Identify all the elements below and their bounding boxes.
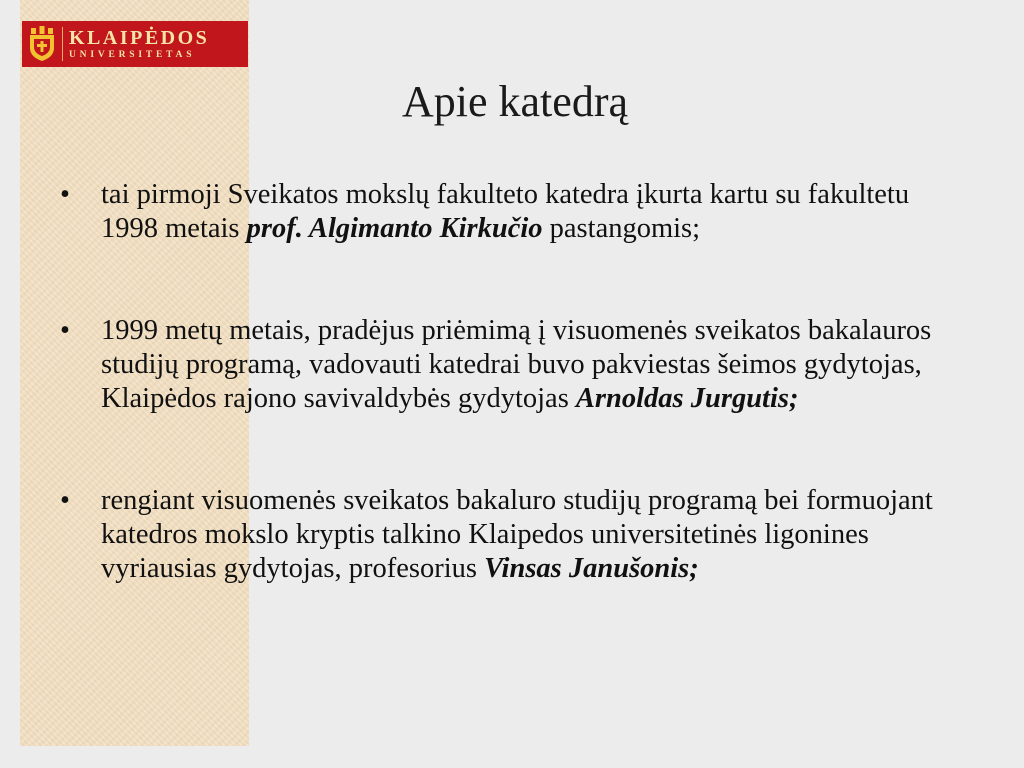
bullet-list xyxy=(60,178,960,654)
logo-name: KLAIPĖDOS xyxy=(69,26,210,49)
university-logo xyxy=(22,21,248,67)
bullet-text: 1999 metų metais, pradėjus priėmimą į visuomenės sveikatos bakalauros studijų programą, vadovauti katedrai buvo pakviestas šeimos gydytojas, Klaipėdos rajono savivaldybės gydytojas xyxy=(101,315,932,414)
logo-text xyxy=(69,28,209,61)
bullet-item xyxy=(60,178,960,246)
bullet-text-end: pastangomis; xyxy=(542,213,701,244)
bullet-emphasis: prof. Algimanto Kirkučio xyxy=(246,213,543,244)
logo-divider xyxy=(62,27,63,61)
bullet-emphasis: Vinsas Janušonis; xyxy=(484,553,699,584)
bullet-item xyxy=(60,484,960,586)
bullet-text: tai pirmoji Sveikatos mokslų fakulteto katedra įkurta kartu su fakultetu 1998 metais xyxy=(101,179,910,244)
bullet-text: rengiant visuomenės sveikatos bakaluro studijų programą bei formuojant katedros mokslo kryptis talkino Klaipedos universitetinės ligonines vyriausias gydytojas, profesorius xyxy=(101,485,933,584)
logo-subtitle: UNIVERSITETAS xyxy=(69,49,196,60)
bullet-item xyxy=(60,314,960,416)
coat-of-arms-icon xyxy=(28,26,56,62)
slide-title: Apie katedrą xyxy=(402,77,628,126)
bullet-emphasis: Arnoldas Jurgutis; xyxy=(575,383,799,414)
